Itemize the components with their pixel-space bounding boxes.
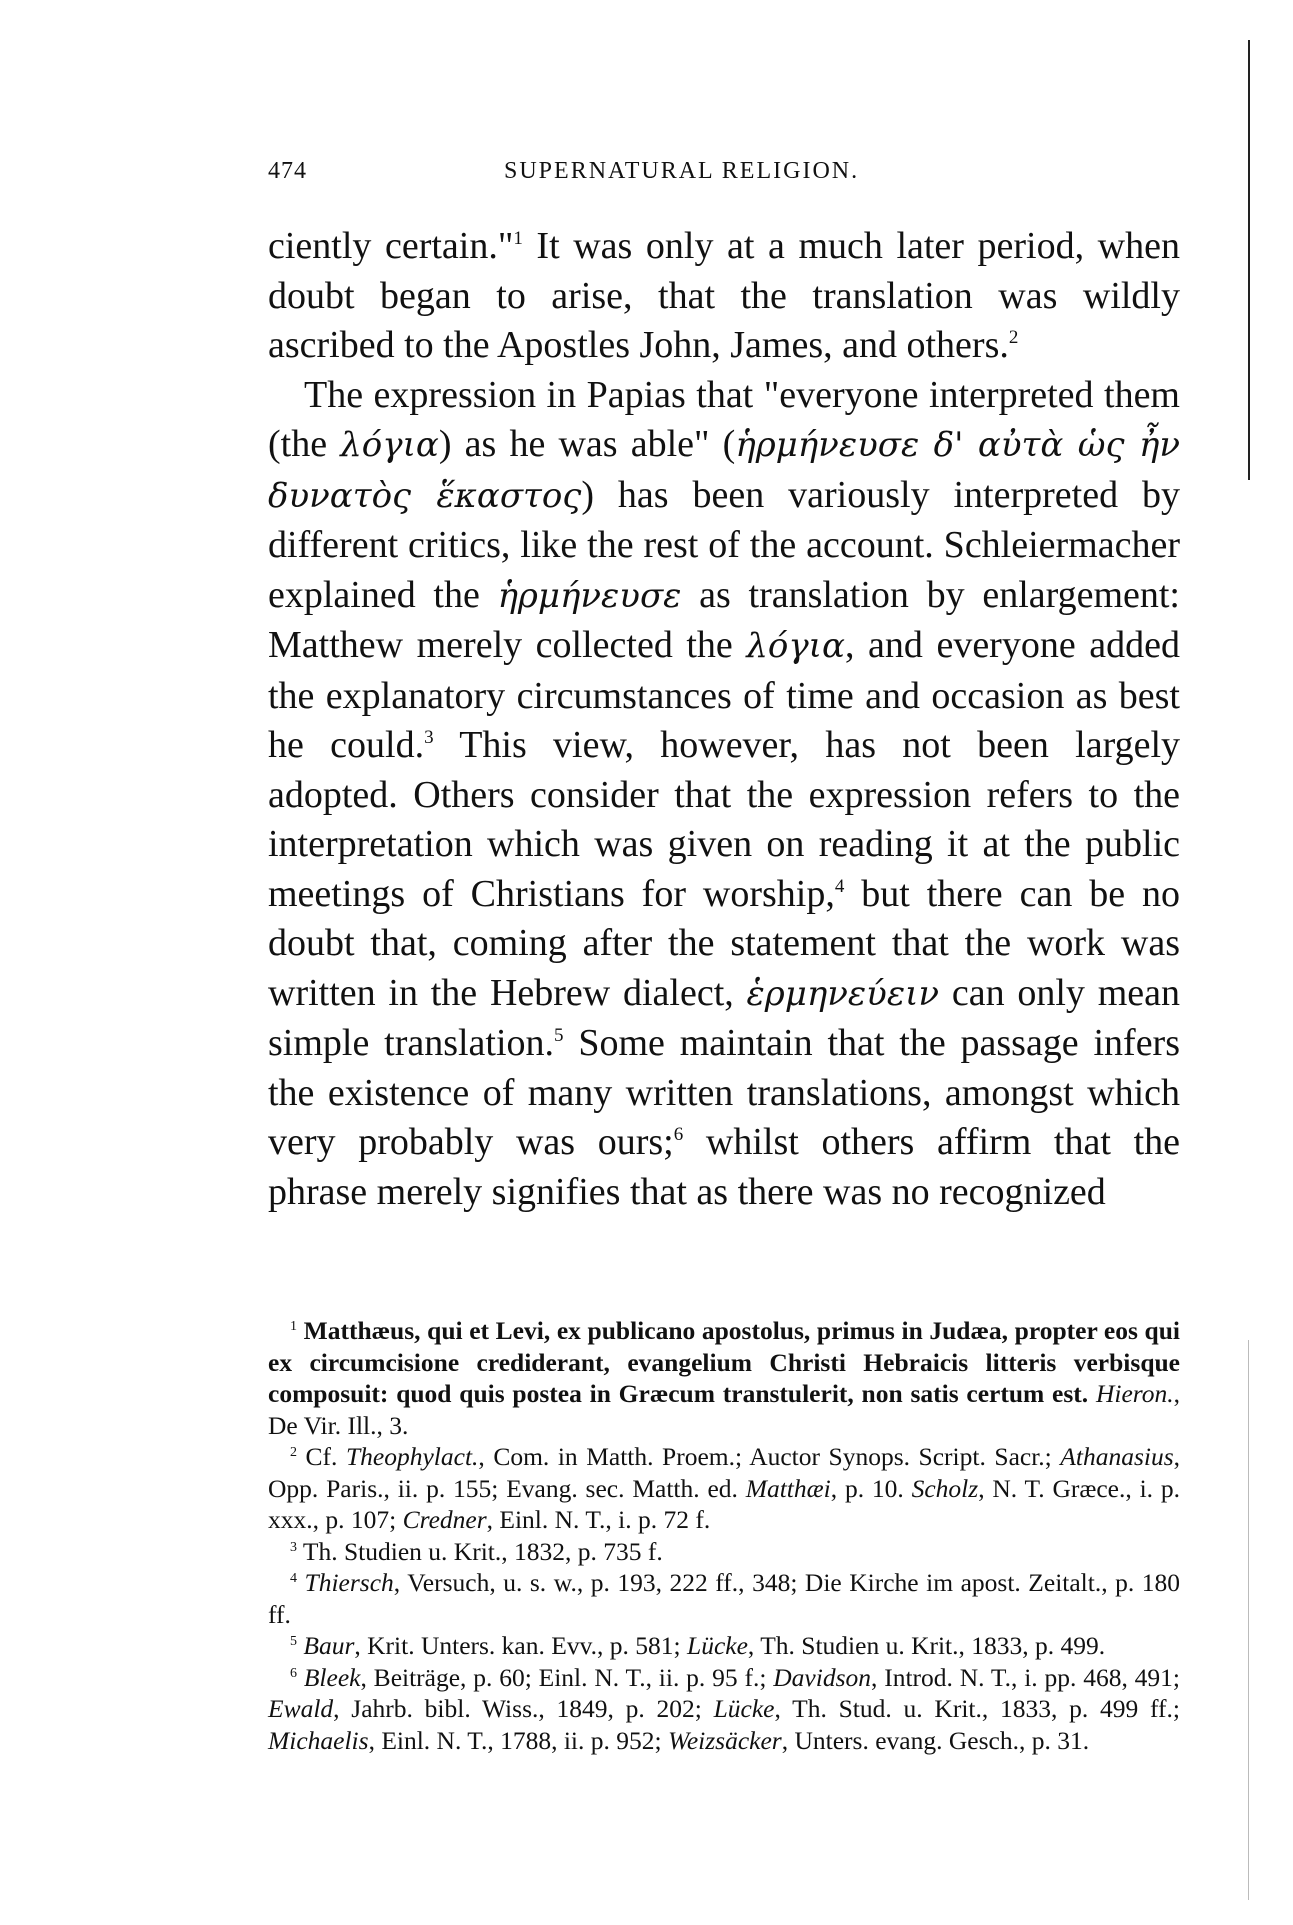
greek-quote: ἡρμήνευσε δ' αὐτὰ ὡς ἦν δυνατὸς ἕκαστος xyxy=(268,425,1181,516)
footnote-text: , Jahrb. bibl. Wiss., 1849, p. 202; xyxy=(333,1694,714,1723)
author-name: Baur xyxy=(303,1631,355,1660)
footnote-4 xyxy=(268,1567,1180,1630)
text-segment: , and everyone added the explanatory circumstances of time and occasion as best he could. xyxy=(268,624,1180,766)
footnote-text: , Com. in Matth. Proem.; Auctor Synops. Script. Sacr.; xyxy=(478,1442,1061,1471)
author-name: Credner xyxy=(402,1505,487,1534)
footnote-number: 3 xyxy=(290,1539,297,1555)
text-segment: whilst others affirm that the phrase merely signifies that as there was no recognized xyxy=(268,1121,1181,1213)
author-name: Weizsäcker xyxy=(667,1725,782,1755)
greek-term: ἑρμηνεύειν xyxy=(746,973,940,1014)
text-segment: ciently certain." xyxy=(268,225,514,267)
footnote-text: , Beiträge, p. 60; Einl. N. T., ii. p. 95 f.; xyxy=(360,1662,774,1692)
footnote-ref: 5 xyxy=(554,1025,564,1046)
footnote-number: 2 xyxy=(290,1445,297,1460)
footnote-6 xyxy=(268,1662,1180,1757)
text-segment: ) as he was able" ( xyxy=(438,423,736,465)
text-segment: ) has been variously interpreted by different critics, like the rest of the account. Schleiermacher explained the xyxy=(268,473,1181,616)
footnote-text: , De Vir. Ill., 3. xyxy=(268,1379,1180,1440)
author-name: Scholz xyxy=(911,1473,979,1503)
footnote-ref: 3 xyxy=(424,727,434,748)
author-name: Matthæi xyxy=(745,1473,831,1503)
footnotes xyxy=(268,1315,1180,1756)
footnote-text: , Opp. Paris., ii. p. 155; Evang. sec. Matth. ed. xyxy=(268,1442,1181,1503)
author-name: Davidson xyxy=(773,1662,872,1692)
text-segment: Some maintain that the passage infers the existence of many written translations, amongst which very probably was ours; xyxy=(268,1022,1181,1163)
running-title: SUPERNATURAL RELIGION. xyxy=(504,158,860,184)
footnote-ref: 2 xyxy=(1008,327,1019,348)
paragraph-continued xyxy=(268,222,1180,371)
footnote-text: , Unters. evang. Gesch., p. 31. xyxy=(781,1725,1090,1755)
footnote-text: , Einl. N. T., 1788, ii. p. 952; xyxy=(368,1725,668,1755)
footnote-number: 1 xyxy=(290,1319,297,1334)
text-segment: This view, however, has not been largely adopted. Others consider that the expression refers to the interpretation which was given on reading it at the public meetings of Christians for worship, xyxy=(268,724,1180,915)
text-segment: but there can be no doubt that, coming after the statement that the work was written in the Hebrew dialect, xyxy=(268,872,1180,1014)
footnote-5 xyxy=(268,1630,1180,1662)
footnote-text: , Introd. N. T., i. pp. 468, 491; xyxy=(871,1662,1180,1692)
footnote-text: , Einl. N. T., i. p. 72 f. xyxy=(486,1505,711,1534)
author-name: Theophylact. xyxy=(345,1442,479,1471)
footnote-text: , Th. Stud. u. Krit., 1833, p. 499 ff.; xyxy=(774,1694,1180,1723)
text-segment: can only mean simple translation. xyxy=(268,971,1180,1064)
footnote-1 xyxy=(268,1315,1180,1441)
footnote-ref: 4 xyxy=(834,875,845,897)
footnote-2 xyxy=(268,1441,1180,1536)
author-name: Hieron. xyxy=(1095,1379,1174,1408)
footnote-text: , Versuch, u. s. w., p. 193, 222 ff., 348; Die Kirche im apost. Zeitalt., p. 180 ff. xyxy=(268,1568,1181,1629)
footnote-text: Th. Studien u. Krit., 1832, p. 735 f. xyxy=(302,1536,663,1566)
author-name: Michaelis xyxy=(268,1725,369,1755)
author-name: Thiersch xyxy=(304,1568,394,1597)
footnote-number: 6 xyxy=(290,1665,297,1681)
footnote-text: , N. T. Græce., i. p. xxx., p. 107; xyxy=(268,1473,1180,1534)
running-head xyxy=(268,158,1180,198)
page-number: 474 xyxy=(268,158,307,184)
author-name: Ewald xyxy=(268,1694,334,1723)
footnote-text: , p. 10. xyxy=(830,1473,912,1503)
greek-term: λόγια xyxy=(340,425,439,465)
greek-term: ἡρμήνευσε xyxy=(497,575,682,616)
text-segment: The expression in Papias that "everyone interpreted them (the xyxy=(268,373,1180,465)
text-segment: as translation by enlargement: Matthew merely collected the xyxy=(268,573,1180,666)
footnote-number: 5 xyxy=(290,1634,297,1649)
greek-term: λόγια xyxy=(746,626,845,666)
footnote-text: , Krit. Unters. kan. Evv., p. 581; xyxy=(354,1631,688,1660)
author-name: Lücke xyxy=(687,1631,748,1660)
author-name: Lücke xyxy=(713,1694,775,1723)
footnote-text: Matthæus, qui et Levi, ex publicano apostolus, primus in Judæa, propter eos qui ex circumcisione crediderant, evangelium Christi Hebraicis litteris verbisque composuit: quod quis postea in Græcum transtulerit, non satis certum est. xyxy=(268,1316,1180,1408)
scan-edge-line-lower xyxy=(1248,1340,1249,1900)
text-segment: It was only at a much later period, when doubt began to arise, that the translation was wildly ascribed to the Apostles John, James, and others. xyxy=(268,225,1180,366)
footnote-3 xyxy=(268,1536,1180,1568)
footnote-number: 4 xyxy=(290,1571,297,1586)
footnote-text: , Th. Studien u. Krit., 1833, p. 499. xyxy=(747,1631,1106,1660)
author-name: Bleek xyxy=(303,1662,361,1692)
body-text xyxy=(268,222,1180,1217)
footnote-ref: 1 xyxy=(513,228,523,249)
paragraph xyxy=(268,371,1180,1218)
footnote-text: Cf. xyxy=(305,1442,346,1471)
author-name: Athanasius xyxy=(1060,1442,1174,1471)
footnote-ref: 6 xyxy=(673,1124,684,1145)
scan-edge-line xyxy=(1248,40,1250,480)
